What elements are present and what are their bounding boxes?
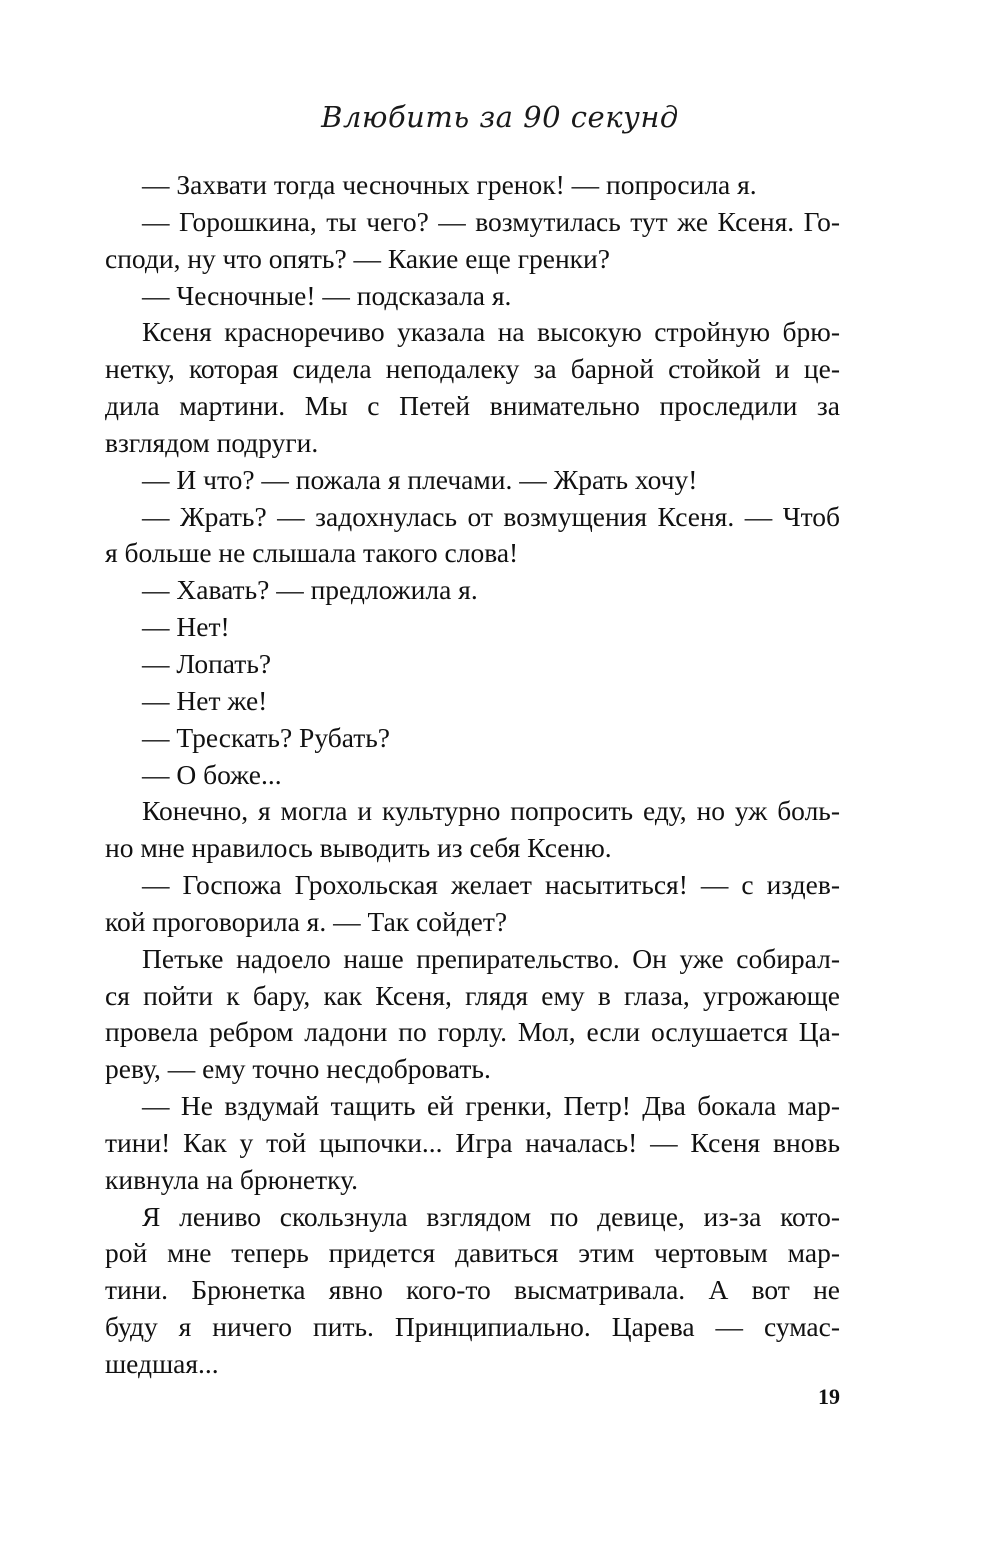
- text-line: Конечно, я могла и культурно попросить еду, но уж боль-: [142, 795, 840, 827]
- text-line: — Нет!: [142, 611, 230, 643]
- text-line: я больше не слышала такого слова!: [105, 537, 519, 569]
- text-line: — О боже...: [142, 758, 282, 790]
- text-line: — Нет же!: [142, 684, 268, 716]
- text-line: тини. Брюнетка явно кого-то высматривала. А вот не: [105, 1274, 840, 1306]
- text-line: рой мне теперь придется давиться этим чертовым мар-: [105, 1237, 840, 1269]
- text-line: — Не вздумай тащить ей гренки, Петр! Два бокала мар-: [142, 1090, 840, 1122]
- text-line: — Захвати тогда чесночных гренок! — попросила я.: [142, 169, 757, 200]
- text-line: — Жрать? — задохнулась от возмущения Ксеня. — Чтоб: [142, 500, 840, 532]
- text-line: провела ребром ладони по горлу. Мол, если ослушается Ца-: [105, 1016, 840, 1048]
- text-line: — Трескать? Рубать?: [142, 721, 390, 753]
- text-line: — Чесночные! — подсказала я.: [142, 279, 512, 311]
- text-line: нетку, которая сидела неподалеку за барной стойкой и це-: [105, 353, 840, 385]
- text-line: кивнула на брюнетку.: [105, 1163, 358, 1195]
- text-line: ся пойти к бару, как Ксеня, глядя ему в глаза, угрожающе: [105, 979, 840, 1011]
- text-line: — Лопать?: [142, 647, 272, 679]
- text-line: шедшая...: [105, 1348, 219, 1379]
- text-line: Я лениво скользнула взглядом по девице, из-за кото-: [142, 1200, 840, 1232]
- text-line: дила мартини. Мы с Петей внимательно проследили за: [105, 390, 840, 422]
- text-line: — Горошкина, ты чего? — возмутилась тут же Ксеня. Го-: [142, 205, 840, 237]
- text-line: — И что? — пожала я плечами. — Жрать хочу!: [142, 463, 698, 495]
- text-line: тини! Как у той цыпочки... Игра началась! — Ксеня вновь: [105, 1126, 840, 1158]
- text-line: но мне нравилось выводить из себя Ксеню.: [105, 832, 612, 864]
- body-text: [105, 167, 840, 1383]
- running-header: Влюбить за 90 секунд: [321, 100, 679, 134]
- text-line: Ксеня красноречиво указала на высокую стройную брю-: [142, 316, 840, 348]
- text-line: буду я ничего пить. Принципиально. Царева — сумас-: [105, 1311, 840, 1343]
- text-line: — Хавать? — предложила я.: [142, 574, 478, 606]
- text-line: Петьке надоело наше препирательство. Он уже собирал-: [142, 942, 840, 974]
- page-number: 19: [818, 1384, 840, 1409]
- text-line: кой проговорила я. — Так сойдет?: [105, 905, 508, 937]
- text-line: реву, — ему точно несдобровать.: [105, 1053, 491, 1085]
- text-line: — Госпожа Грохольская желает насытиться! — с издев-: [142, 869, 840, 901]
- text-line: споди, ну что опять? — Какие еще гренки?: [105, 242, 610, 274]
- text-line: взглядом подруги.: [105, 426, 319, 458]
